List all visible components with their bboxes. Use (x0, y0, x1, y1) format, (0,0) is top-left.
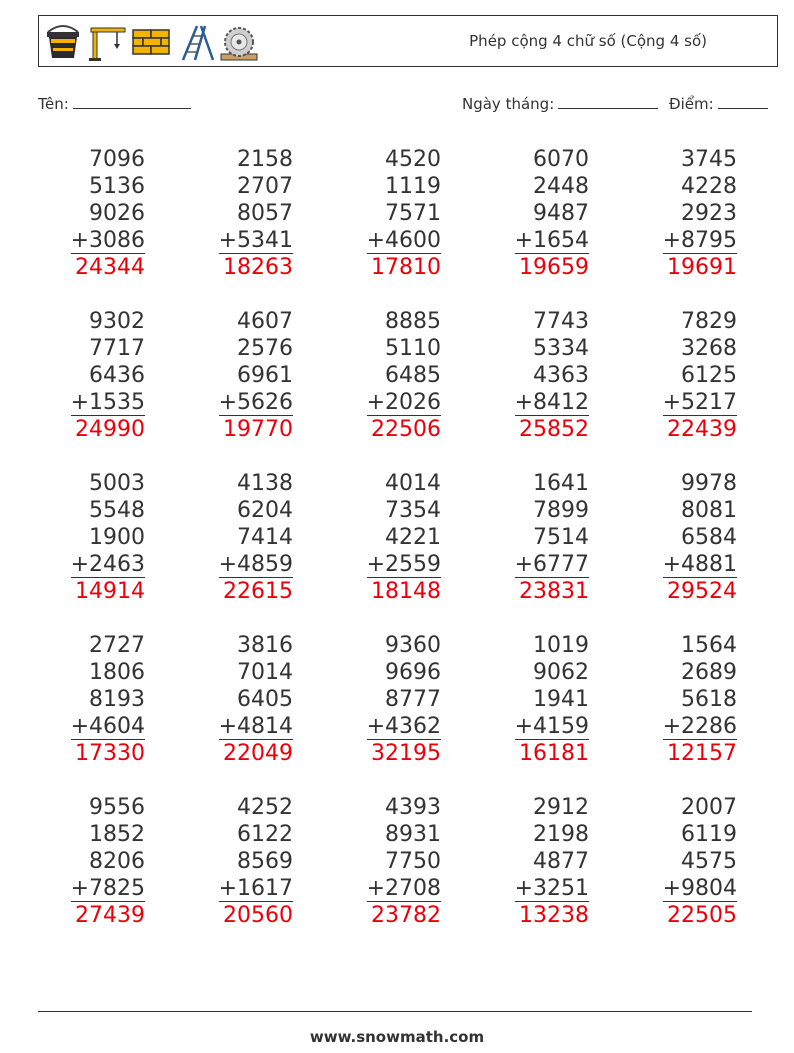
addend: 5136 (89, 174, 145, 199)
addend: 3816 (237, 633, 293, 658)
last-addend: +2463 (70, 552, 145, 577)
last-addend: +5341 (218, 228, 293, 253)
date-field (462, 94, 658, 113)
addend: 4607 (237, 309, 293, 334)
addition-problem (479, 308, 589, 444)
answer: 22439 (667, 417, 737, 442)
addition-problem (35, 632, 145, 768)
last-addend: +4159 (514, 714, 589, 739)
addend: 4393 (385, 795, 441, 820)
score-blank[interactable] (718, 94, 768, 109)
answer: 32195 (371, 741, 441, 766)
addition-problem (35, 308, 145, 444)
addition-problem (627, 470, 737, 606)
answer: 16181 (519, 741, 589, 766)
last-addend: +7825 (70, 876, 145, 901)
answer: 22049 (223, 741, 293, 766)
addend: 6070 (533, 147, 589, 172)
addition-problem (331, 146, 441, 282)
addend: 4363 (533, 363, 589, 388)
last-addend: +5217 (662, 390, 737, 415)
last-addend: +4600 (366, 228, 441, 253)
addend: 2923 (681, 201, 737, 226)
addition-problem (627, 146, 737, 282)
score-field (669, 94, 768, 113)
addend: 2158 (237, 147, 293, 172)
addition-problem (331, 308, 441, 444)
addend: 9556 (89, 795, 145, 820)
addend: 9978 (681, 471, 737, 496)
addend: 9487 (533, 201, 589, 226)
addition-problem (627, 632, 737, 768)
addend: 4014 (385, 471, 441, 496)
addition-problem (183, 470, 293, 606)
addition-problem (35, 146, 145, 282)
addition-problem (479, 794, 589, 930)
bucket-icon (43, 22, 83, 62)
addend: 1941 (533, 687, 589, 712)
last-addend: +4362 (366, 714, 441, 739)
last-addend: +1535 (70, 390, 145, 415)
addend: 5334 (533, 336, 589, 361)
addition-problem (35, 794, 145, 930)
addend: 1806 (89, 660, 145, 685)
answer: 14914 (75, 579, 145, 604)
addend: 2448 (533, 174, 589, 199)
answer: 18263 (223, 255, 293, 280)
addend: 5548 (89, 498, 145, 523)
addend: 8569 (237, 849, 293, 874)
addend: 8206 (89, 849, 145, 874)
addend: 7750 (385, 849, 441, 874)
addend: 8777 (385, 687, 441, 712)
addend: 6436 (89, 363, 145, 388)
date-label: Ngày tháng: (462, 95, 555, 113)
addend: 1564 (681, 633, 737, 658)
last-addend: +3251 (514, 876, 589, 901)
addend: 4877 (533, 849, 589, 874)
last-addend: +4604 (70, 714, 145, 739)
answer: 13238 (519, 903, 589, 928)
answer: 17810 (371, 255, 441, 280)
addend: 4221 (385, 525, 441, 550)
addend: 6204 (237, 498, 293, 523)
last-addend: +1617 (218, 876, 293, 901)
addition-problem (479, 470, 589, 606)
addend: 7354 (385, 498, 441, 523)
addend: 9360 (385, 633, 441, 658)
addend: 7096 (89, 147, 145, 172)
last-addend: +4859 (218, 552, 293, 577)
addend: 6125 (681, 363, 737, 388)
last-addend: +5626 (218, 390, 293, 415)
addend: 2198 (533, 822, 589, 847)
answer: 19659 (519, 255, 589, 280)
addend: 9696 (385, 660, 441, 685)
addend: 6119 (681, 822, 737, 847)
addend: 4228 (681, 174, 737, 199)
answer: 20560 (223, 903, 293, 928)
answer: 22506 (371, 417, 441, 442)
answer: 19770 (223, 417, 293, 442)
addend: 2727 (89, 633, 145, 658)
saw-blade-icon (219, 22, 259, 62)
addend: 2689 (681, 660, 737, 685)
addend: 7899 (533, 498, 589, 523)
addition-problem (183, 146, 293, 282)
footer-divider (38, 1011, 752, 1012)
last-addend: +1654 (514, 228, 589, 253)
addition-problem (331, 632, 441, 768)
answer: 24990 (75, 417, 145, 442)
answer: 18148 (371, 579, 441, 604)
footer-site: www.snowmath.com (309, 1028, 485, 1046)
addend: 9062 (533, 660, 589, 685)
addend: 1852 (89, 822, 145, 847)
addend: 1900 (89, 525, 145, 550)
addend: 5110 (385, 336, 441, 361)
last-addend: +2286 (662, 714, 737, 739)
last-addend: +2708 (366, 876, 441, 901)
addend: 1641 (533, 471, 589, 496)
addend: 8057 (237, 201, 293, 226)
addition-problem (183, 308, 293, 444)
ladder-icon (175, 22, 215, 62)
addition-problem (479, 146, 589, 282)
addend: 8931 (385, 822, 441, 847)
addend: 8193 (89, 687, 145, 712)
addition-problem (331, 470, 441, 606)
addend: 4575 (681, 849, 737, 874)
addend: 4520 (385, 147, 441, 172)
last-addend: +4881 (662, 552, 737, 577)
addition-problem (627, 308, 737, 444)
answer: 19691 (667, 255, 737, 280)
addition-problem (35, 470, 145, 606)
addition-problem (479, 632, 589, 768)
addend: 2576 (237, 336, 293, 361)
answer: 22615 (223, 579, 293, 604)
answer: 29524 (667, 579, 737, 604)
addend: 6961 (237, 363, 293, 388)
answer: 24344 (75, 255, 145, 280)
last-addend: +8412 (514, 390, 589, 415)
addend: 2912 (533, 795, 589, 820)
name-blank[interactable] (73, 94, 191, 109)
answer: 17330 (75, 741, 145, 766)
answer: 27439 (75, 903, 145, 928)
addend: 4138 (237, 471, 293, 496)
worksheet-title: Phép cộng 4 chữ số (Cộng 4 số) (469, 32, 707, 50)
addition-problem (627, 794, 737, 930)
addend: 7743 (533, 309, 589, 334)
score-label: Điểm: (669, 95, 714, 113)
addend: 7829 (681, 309, 737, 334)
last-addend: +2026 (366, 390, 441, 415)
addition-problem (331, 794, 441, 930)
addend: 7414 (237, 525, 293, 550)
addend: 5003 (89, 471, 145, 496)
answer: 25852 (519, 417, 589, 442)
addend: 7014 (237, 660, 293, 685)
addend: 7571 (385, 201, 441, 226)
addend: 9026 (89, 201, 145, 226)
addend: 6122 (237, 822, 293, 847)
addend: 1019 (533, 633, 589, 658)
addend: 5618 (681, 687, 737, 712)
answer: 23831 (519, 579, 589, 604)
last-addend: +3086 (70, 228, 145, 253)
addend: 3745 (681, 147, 737, 172)
addend: 2707 (237, 174, 293, 199)
worksheet-header (38, 15, 778, 67)
addend: 6405 (237, 687, 293, 712)
last-addend: +9804 (662, 876, 737, 901)
addend: 3268 (681, 336, 737, 361)
addend: 9302 (89, 309, 145, 334)
answer: 12157 (667, 741, 737, 766)
name-field (38, 94, 191, 113)
crane-icon (87, 22, 127, 62)
addend: 1119 (385, 174, 441, 199)
last-addend: +2559 (366, 552, 441, 577)
name-label: Tên: (38, 95, 69, 113)
bricks-icon (131, 22, 171, 62)
last-addend: +8795 (662, 228, 737, 253)
addend: 6485 (385, 363, 441, 388)
addend: 7717 (89, 336, 145, 361)
answer: 23782 (371, 903, 441, 928)
addition-problem (183, 632, 293, 768)
last-addend: +6777 (514, 552, 589, 577)
addend: 8885 (385, 309, 441, 334)
addend: 8081 (681, 498, 737, 523)
addend: 4252 (237, 795, 293, 820)
answer: 22505 (667, 903, 737, 928)
last-addend: +4814 (218, 714, 293, 739)
header-icon-strip (43, 22, 259, 62)
date-blank[interactable] (558, 94, 658, 109)
addition-problem (183, 794, 293, 930)
addend: 7514 (533, 525, 589, 550)
addend: 2007 (681, 795, 737, 820)
addend: 6584 (681, 525, 737, 550)
